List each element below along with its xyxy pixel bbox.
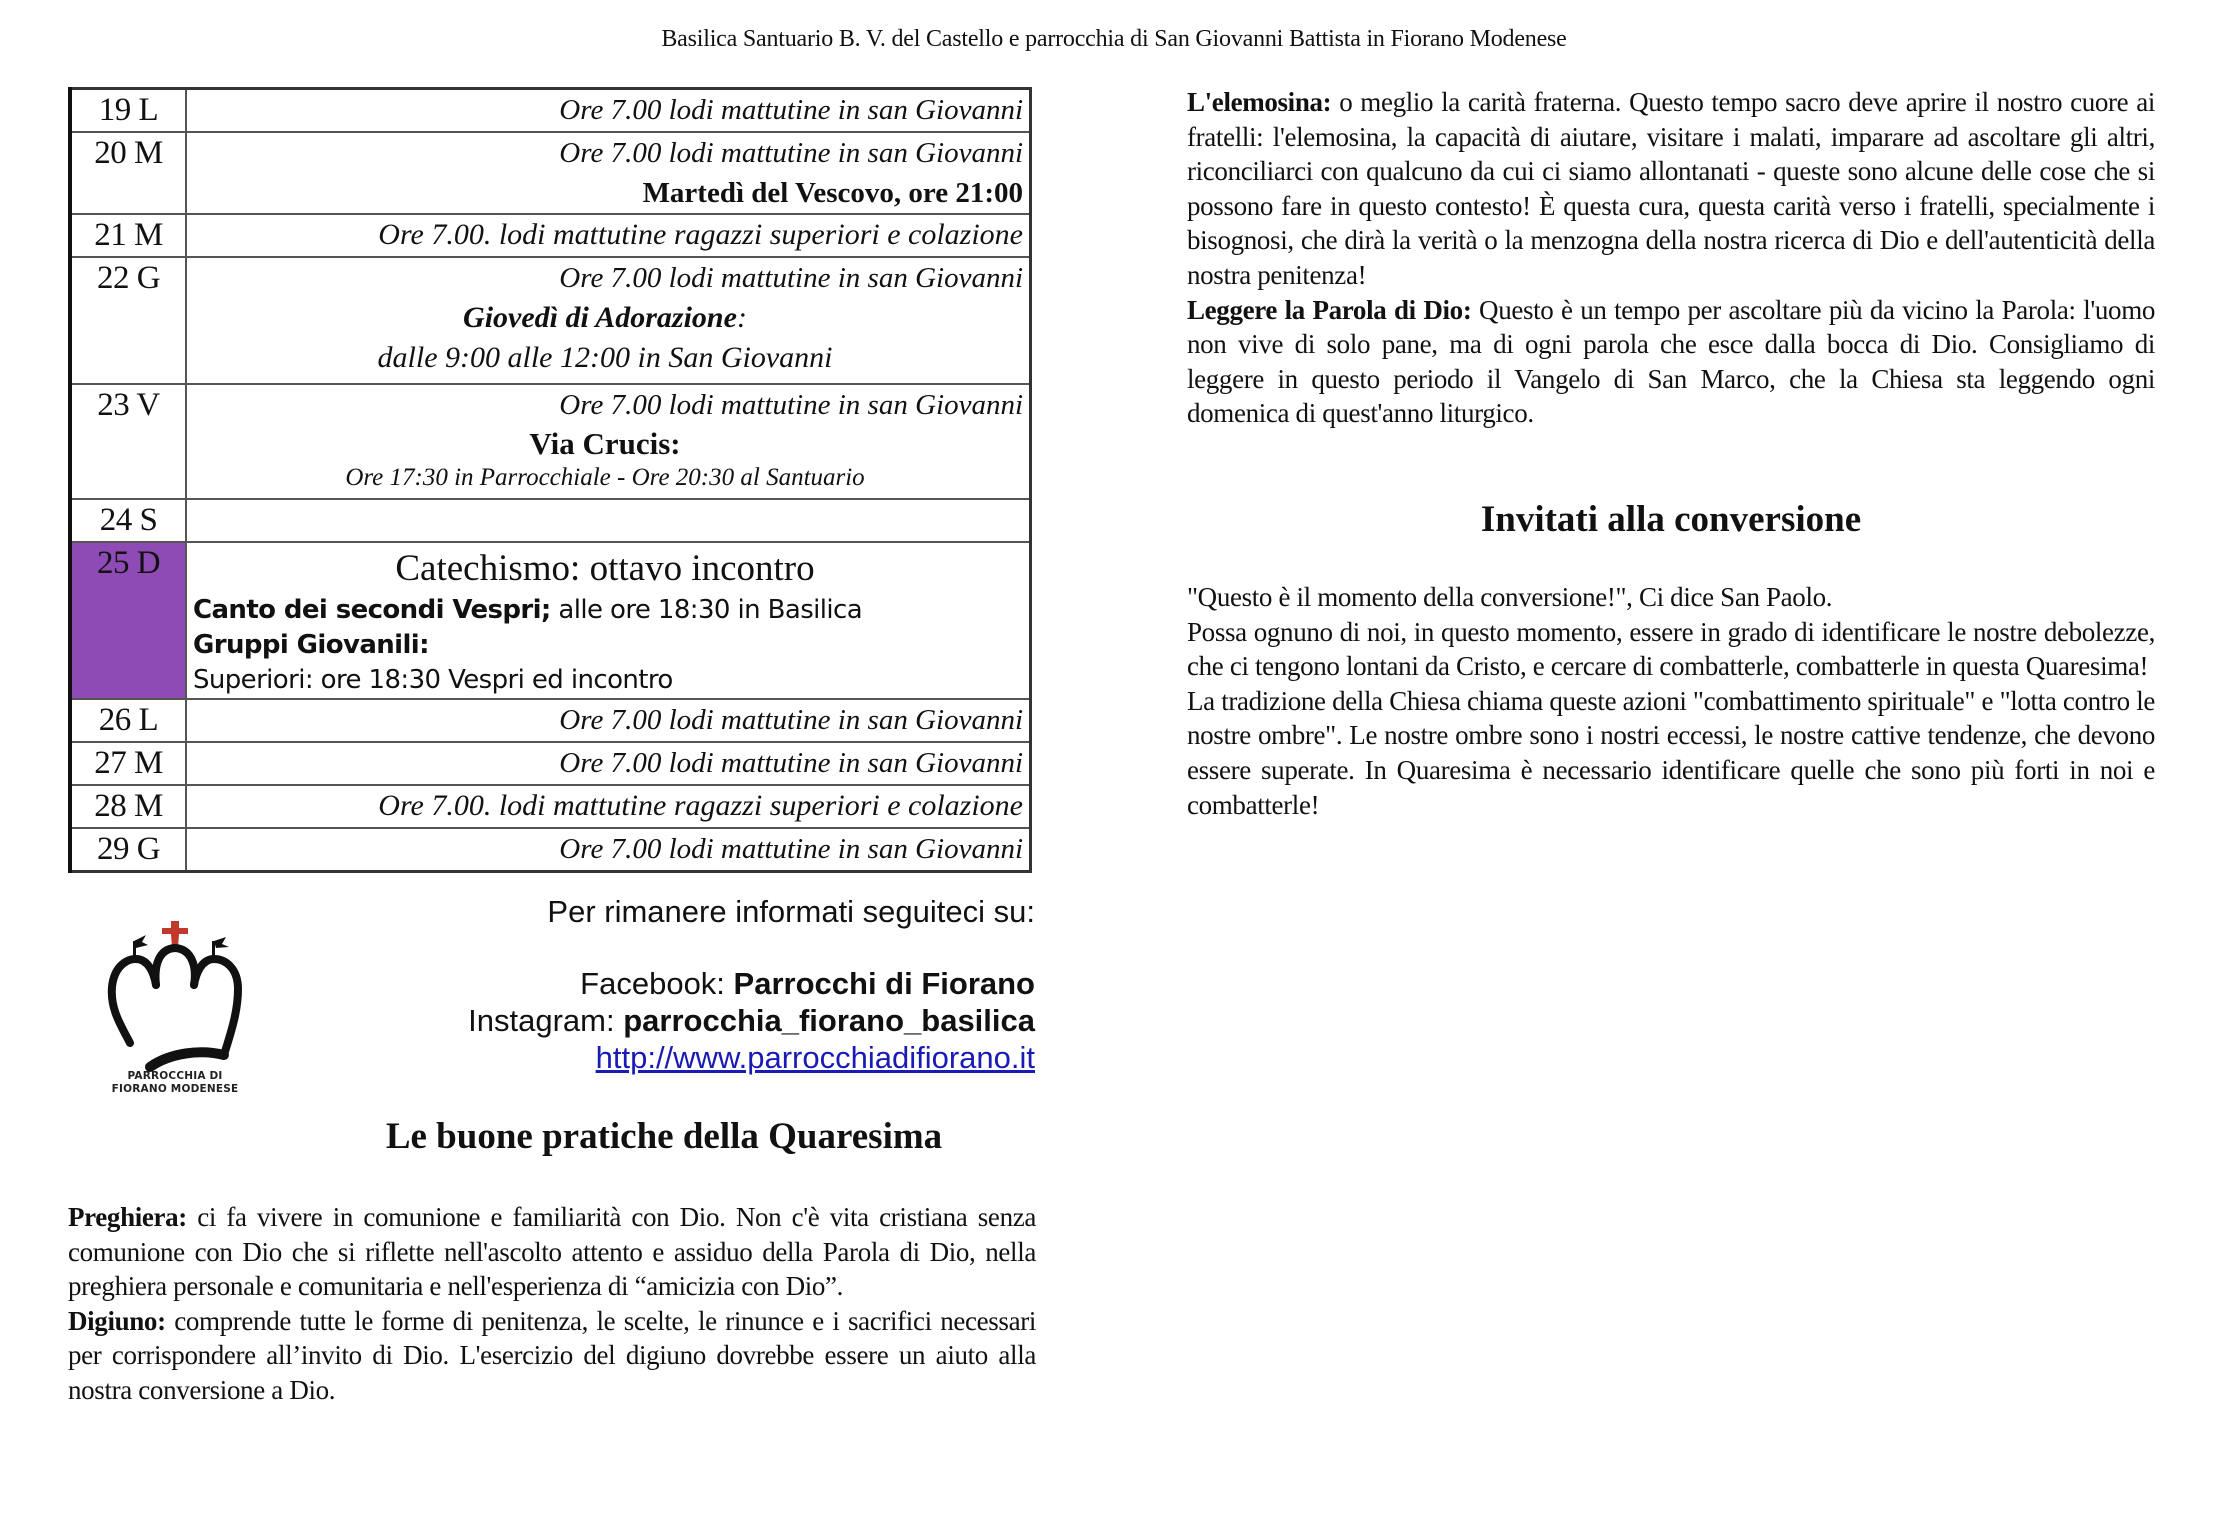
day-cell: 28 M [70, 785, 186, 828]
day-cell: 24 S [70, 499, 186, 542]
table-row [70, 828, 1031, 872]
event-line: Ore 7.00. lodi mattutine ragazzi superiori e colazione [378, 217, 1023, 251]
table-row [70, 384, 1031, 499]
parish-logo-icon [100, 915, 250, 1095]
schedule-table [68, 87, 1032, 873]
event-cell [186, 89, 1031, 132]
event-cell [186, 785, 1031, 828]
day-cell: 20 M [70, 132, 186, 214]
conversion-paragraph: La tradizione della Chiesa chiama queste azioni "combattimento spirituale" e "lotta contro le nostre ombre". Le nostre ombre sono i nostri eccessi, le nostre cattive tendenze, che devono essere superate. In Quaresima è necessario identificare quelle che sono più forti in noi e combatterle! [1187, 685, 2155, 820]
practice-label: L'elemosina: [1187, 87, 1332, 117]
table-row [70, 542, 1031, 699]
event-highlight: Martedì del Vescovo, ore 21:00 [642, 176, 1023, 209]
facebook-link[interactable]: Parrocchi di Fiorano [733, 966, 1035, 1001]
day-cell: 29 G [70, 828, 186, 872]
practice-text: comprende tutte le forme di penitenza, le scelte, le rinunce e i sacrifici necessari per corrispondere all’invito di Dio. L'esercizio del digiuno dovrebbe essere un aiuto alla nostra conversione a Dio. [68, 1305, 1036, 1405]
event-cell [186, 742, 1031, 785]
table-row [70, 89, 1031, 132]
vespers-detail: alle ore 18:30 in Basilica [550, 594, 863, 625]
adoration-title: Giovedì di Adorazione [463, 300, 737, 334]
practice-label: Digiuno: [68, 1305, 166, 1336]
practice-text: ci fa vivere in comunione e familiarità con Dio. Non c'è vita cristiana senza comunione con Dio che si riflette nell'ascolto attento e assiduo della Parola di Dio, nella preghiera personale e comunitaria e nell'esperienza di “amicizia con Dio”. [68, 1202, 1036, 1302]
day-cell: 19 L [70, 89, 186, 132]
logo-caption-line: PARROCCHIA DI [127, 1070, 223, 1082]
practice-paragraph [1187, 85, 2155, 293]
logo-caption [95, 1070, 255, 1096]
cross-icon [162, 921, 188, 947]
social-intro: Per rimanere informati seguiteci su: [547, 894, 1035, 929]
table-row [70, 214, 1031, 257]
event-line: Ore 7.00 lodi mattutine in san Giovanni [559, 703, 1023, 736]
event-line: Ore 7.00 lodi mattutine in san Giovanni [559, 388, 1023, 421]
youth-groups-label: Gruppi Giovanili: [193, 629, 429, 660]
event-cell [186, 384, 1031, 499]
vespers-label: Canto dei secondi Vespri; [193, 594, 551, 625]
event-cell [186, 828, 1031, 872]
event-cell [186, 214, 1031, 257]
event-cell [186, 542, 1031, 699]
table-row [70, 785, 1031, 828]
event-highlight: Via Crucis: [529, 425, 681, 461]
social-links [468, 893, 1035, 1076]
conversion-paragraph: Possa ognuno di noi, in questo momento, essere in grado di identificare le nostre debolezze, che ci tengono lontani da Cristo, e cercare di combatterle, combatterle in questa Quaresima! [1187, 616, 2155, 682]
colon: : [736, 300, 747, 334]
event-line: Ore 7.00 lodi mattutine in san Giovanni [559, 261, 1023, 294]
practice-paragraph [68, 1200, 1036, 1304]
day-cell: 27 M [70, 742, 186, 785]
instagram-link[interactable]: parrocchia_fiorano_basilica [623, 1003, 1035, 1038]
event-line: Ore 7.00 lodi mattutine in san Giovanni [559, 832, 1023, 865]
event-line: dalle 9:00 alle 12:00 in San Giovanni [377, 340, 833, 374]
catechism-title: Catechismo: ottavo incontro [395, 547, 815, 589]
logo-caption-line: FIORANO MODENESE [111, 1083, 239, 1095]
practices-right [1187, 85, 2155, 431]
event-line: Ore 7.00. lodi mattutine ragazzi superiori e colazione [378, 788, 1023, 822]
event-line: Superiori: ore 18:30 Vespri ed incontro [193, 664, 673, 695]
practice-text: o meglio la carità fraterna. Questo tempo sacro deve aprire il nostro cuore ai fratelli: l'elemosina, la capacità di aiutare, visitare i malati, imparare ad ascoltare gli altri, riconciliarci con qualcuno da cui ci siamo allontanati - queste sono alcune delle cose che si possono fare in questo contesto! È questa cura, questa carità verso i fratelli, specialmente i bisognosi, che dirà la verità o la menzogna della nostra ricerca di Dio e dell'autenticità della nostra penitenza! [1187, 87, 2155, 290]
facebook-line [468, 965, 1035, 1002]
practices-title: Le buone pratiche della Quaresima [385, 1116, 943, 1157]
practice-paragraph [68, 1304, 1036, 1408]
practice-text: Questo è un tempo per ascoltare più da vicino la Parola: l'uomo non vive di solo pane, ma di ogni parola che esce dalla bocca di Dio. Consigliamo di leggere in questo periodo il Vangelo di San Marco, che la Chiesa sta leggendo ogni domenica di quest'anno liturgico. [1187, 294, 2155, 429]
event-line: Ore 7.00 lodi mattutine in san Giovanni [559, 746, 1023, 779]
practices-left [68, 1200, 1036, 1408]
table-row [70, 742, 1031, 785]
event-line [187, 593, 1023, 628]
conversion-paragraph: "Questo è il momento della conversione!", Ci dice San Paolo. [1187, 582, 1833, 612]
page-header: Basilica Santuario B. V. del Castello e parrocchia di San Giovanni Battista in Fiorano Modenese [661, 26, 1567, 52]
instagram-label: Instagram: [468, 1003, 624, 1038]
day-cell: 21 M [70, 214, 186, 257]
event-line: Ore 7.00 lodi mattutine in san Giovanni [559, 94, 1023, 126]
event-cell [186, 257, 1031, 384]
practice-label: Leggere la Parola di Dio: [1187, 294, 1472, 325]
day-cell: 26 L [70, 699, 186, 742]
table-row [70, 257, 1031, 384]
event-line: Ore 7.00 lodi mattutine in san Giovanni [559, 136, 1023, 169]
event-cell [186, 699, 1031, 742]
website-link[interactable]: http://www.parrocchiadifiorano.it [595, 1040, 1035, 1075]
event-line: Ore 17:30 in Parrocchiale - Ore 20:30 al Santuario [345, 463, 865, 491]
facebook-label: Facebook: [580, 966, 734, 1001]
table-row [70, 499, 1031, 542]
event-cell [186, 499, 1031, 542]
event-line [187, 628, 1023, 663]
day-cell: 22 G [70, 257, 186, 384]
day-cell-sunday: 25 D [70, 542, 186, 699]
day-cell: 23 V [70, 384, 186, 499]
table-row [70, 132, 1031, 214]
table-row [70, 699, 1031, 742]
practice-label: Preghiera: [68, 1202, 187, 1232]
event-highlight [187, 298, 1023, 338]
event-cell [186, 132, 1031, 214]
conversion-text [1187, 580, 2155, 822]
conversion-title: Invitati alla conversione [1480, 499, 1862, 540]
instagram-line [468, 1002, 1035, 1039]
practice-paragraph [1187, 293, 2155, 431]
